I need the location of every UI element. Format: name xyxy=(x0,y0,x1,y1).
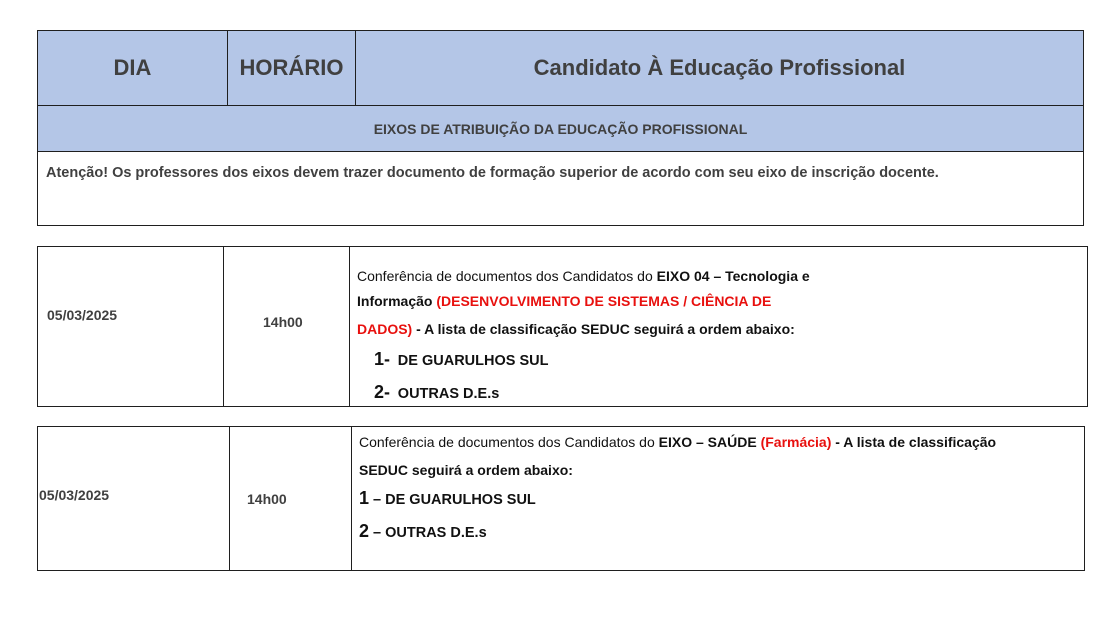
order-text: - A lista de classificação SEDUC seguirá a ordem abaixo: xyxy=(412,321,795,337)
list-item xyxy=(359,521,487,542)
item-number: 2 xyxy=(359,521,370,541)
eixo-title: EIXO 04 – Tecnologia e xyxy=(656,268,810,284)
description-text: Conferência de documentos dos Candidatos do xyxy=(357,268,657,284)
course-names-cont: DADOS) xyxy=(357,321,413,337)
item-text: OUTRAS D.E.s xyxy=(397,386,500,402)
course-names: (Farmácia) xyxy=(760,434,832,450)
time-cell: 14h00 xyxy=(247,491,287,507)
date-cell: 05/03/2025 xyxy=(39,487,110,503)
list-item xyxy=(374,382,499,403)
item-number: 1 xyxy=(359,488,370,508)
item-number: 2- xyxy=(374,382,391,402)
item-number: 1- xyxy=(374,349,391,369)
schedule-row-2 xyxy=(37,426,1085,571)
column-header-horario: HORÁRIO xyxy=(228,31,356,105)
column-divider xyxy=(349,247,350,406)
header-table xyxy=(37,30,1084,226)
eixo-title-cont: Informação xyxy=(357,293,437,309)
description-cell xyxy=(359,427,1083,571)
time-cell: 14h00 xyxy=(263,314,303,330)
list-item xyxy=(374,349,548,370)
schedule-row-1 xyxy=(37,246,1088,407)
item-text: – OUTRAS D.E.s xyxy=(369,525,487,541)
item-text: – DE GUARULHOS SUL xyxy=(369,492,536,508)
order-text-cont: SEDUC seguirá a ordem abaixo: xyxy=(359,462,573,478)
date-cell: 05/03/2025 xyxy=(47,307,118,323)
list-item xyxy=(359,488,536,509)
column-divider xyxy=(223,247,224,406)
column-header-dia: DIA xyxy=(38,31,228,105)
item-text: DE GUARULHOS SUL xyxy=(397,353,549,369)
section-subtitle: EIXOS DE ATRIBUIÇÃO DA EDUCAÇÃO PROFISSIONAL xyxy=(38,106,1083,152)
description-text: Conferência de documentos dos Candidatos do xyxy=(359,434,659,450)
header-row xyxy=(38,31,1083,106)
column-divider xyxy=(351,427,352,570)
column-header-candidato: Candidato À Educação Profissional xyxy=(533,55,906,80)
attention-note: Atenção! Os professores dos eixos devem trazer documento de formação superior de acordo com seu eixo de inscrição docente. xyxy=(46,165,939,181)
column-divider xyxy=(229,427,230,570)
eixo-title: EIXO – SAÚDE xyxy=(658,434,761,450)
description-cell xyxy=(357,247,1077,407)
order-text: - A lista de classificação xyxy=(831,434,997,450)
course-names: (DESENVOLVIMENTO DE SISTEMAS / CIÊNCIA DE xyxy=(436,293,772,309)
